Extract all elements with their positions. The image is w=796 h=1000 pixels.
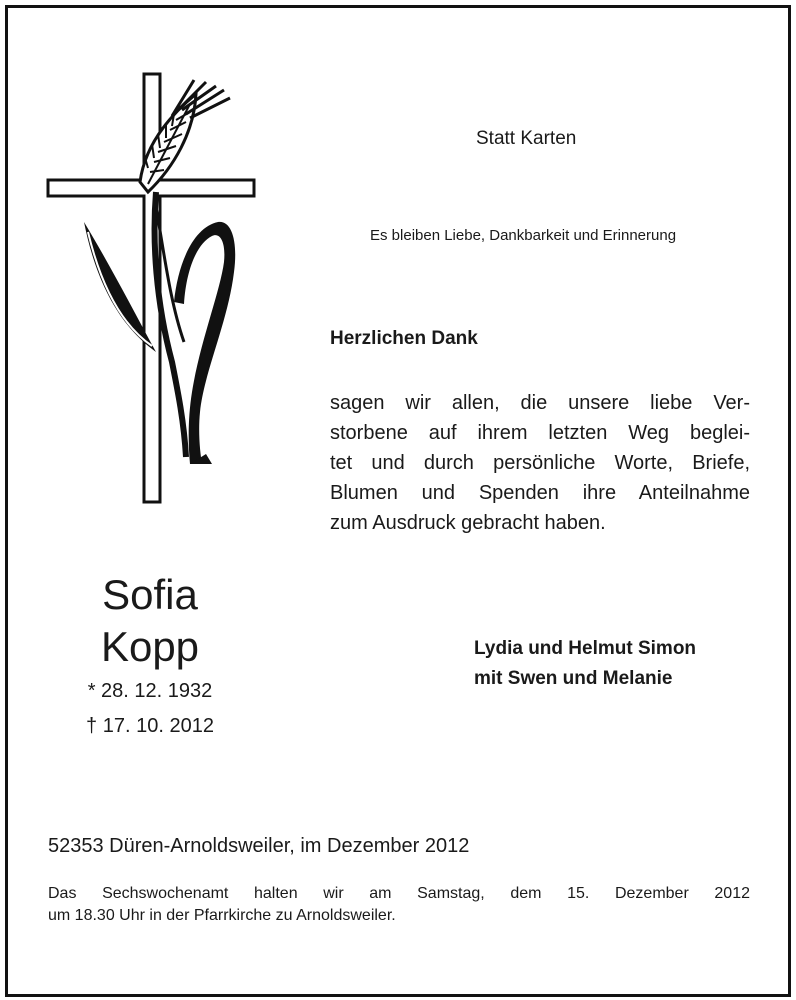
thanks-line: Blumen und Spenden ihre Anteilnahme (330, 482, 750, 504)
thanks-paragraph (330, 388, 750, 538)
deceased-first-name: Sofia (102, 571, 198, 618)
notice-line: Das Sechswochenamt halten wir am Samstag, dem 15. Dezember 2012 (48, 885, 750, 902)
death-date: † 17. 10. 2012 (86, 715, 214, 737)
cross-with-wheat-icon (44, 72, 258, 504)
mass-notice (48, 883, 750, 927)
thanks-line: zum Ausdruck gebracht haben. (330, 512, 606, 534)
signers-line: mit Swen und Melanie (474, 668, 673, 689)
thanks-line: storbene auf ihrem letzten Weg beglei- (330, 422, 750, 444)
thanks-line: sagen wir allen, die unsere liebe Ver- (330, 392, 750, 414)
signers (474, 634, 696, 694)
place-date: 52353 Düren-Arnoldsweiler, im Dezember 2012 (48, 835, 470, 857)
motto-text: Es bleiben Liebe, Dankbarkeit und Erinnerung (370, 227, 677, 244)
signers-line: Lydia und Helmut Simon (474, 638, 697, 659)
thanks-heading: Herzlichen Dank (330, 328, 478, 349)
thanks-line: tet und durch persönliche Worte, Briefe, (330, 452, 750, 474)
statt-karten-text: Statt Karten (476, 128, 577, 149)
notice-line: um 18.30 Uhr in der Pfarrkirche zu Arnoldsweiler. (48, 907, 396, 924)
birth-date: * 28. 12. 1932 (87, 680, 213, 702)
deceased-last-name: Kopp (100, 623, 200, 670)
